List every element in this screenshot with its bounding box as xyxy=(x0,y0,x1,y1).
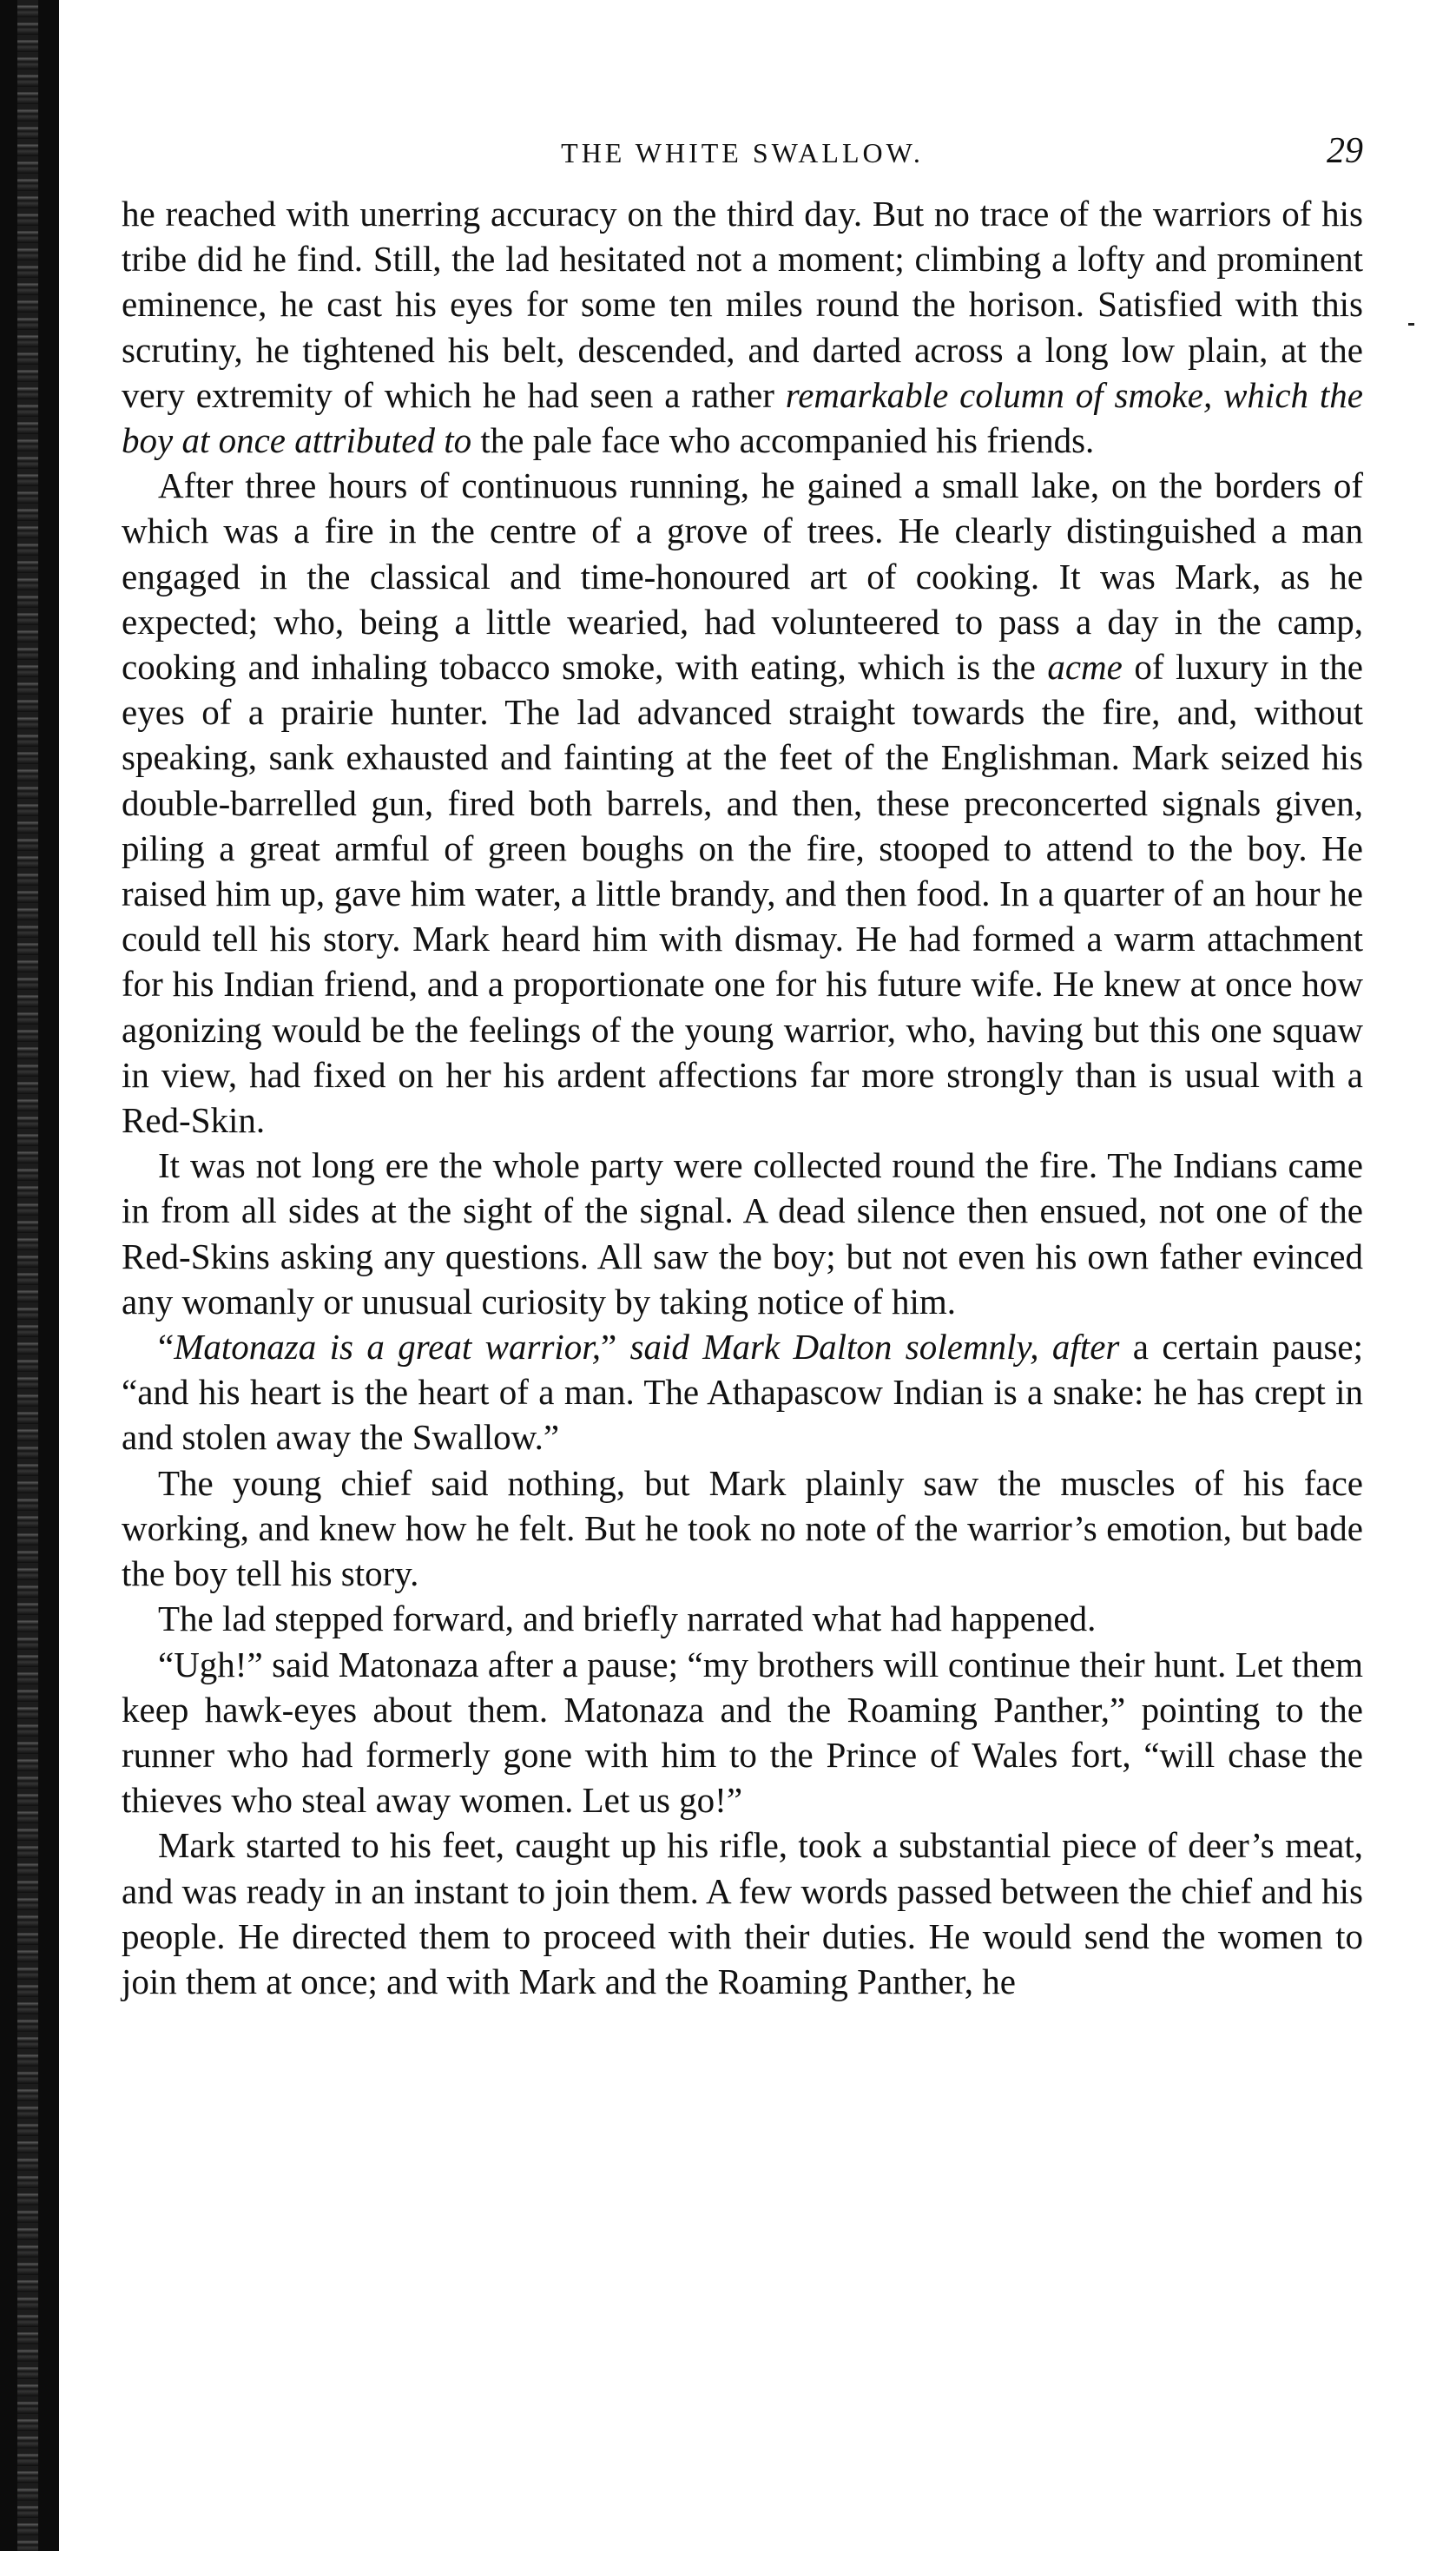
book-page xyxy=(122,130,1363,2004)
text-run: After three hours of continuous running, he gained a small lake, on the borders of which was a fire in the centre of a grove of trees. He clearly distinguished a man engaged in the classical and time-honoured art of cooking. It was Mark, as he expected; who, being a little wearied, had volunteered to pass a day in the camp, cooking and inhaling tobacco smoke, with eating, which is the xyxy=(122,465,1363,688)
paragraph xyxy=(122,1596,1363,1641)
binding-texture xyxy=(17,0,38,2551)
paragraph xyxy=(122,1823,1363,2004)
paragraph xyxy=(122,1460,1363,1597)
italic-run: acme xyxy=(1047,647,1123,688)
paragraph xyxy=(122,463,1363,1143)
italic-run: remarkable column of smoke, which the boy at once attributed to xyxy=(122,374,1363,461)
text-run: a certain pause; “and his heart is the heart of a man. The Athapascow Indian is a snake: he has crept in and stolen away the Swallow.” xyxy=(122,1327,1364,1458)
page-number: 29 xyxy=(1327,131,1363,171)
text-run: It was not long ere the whole party were collected round the fire. The Indians came in from all sides at the sight of the signal. A dead silence then ensued, not one of the Red-Skins asking any questions. All saw the boy; but not even his own father evinced any womanly or unusual curiosity by taking notice of him. xyxy=(122,1145,1363,1322)
text-run: he reached with unerring accuracy on the third day. But no trace of the warriors of his tribe did he find. Still, the lad hesitated not a moment; climbing a lofty and prominent eminence, he cast his eyes for some ten miles round the horison. Satisfied with this scrutiny, he tightened his belt, descended, and darted across a long low plain, at the very extremity of which he had seen a rather xyxy=(122,194,1363,415)
text-run: of luxury in the eyes of a prairie hunter. The lad advanced straight towards the fire, and, without speaking, sank exhausted and fainting at the feet of the Englishman. Mark seized his double-barrelled gun, fired both barrels, and then, these preconcerted signals given, piling a great armful of green boughs on the fire, stooped to attend to the boy. He raised him up, gave him water, a little brandy, and then food. In a quarter of an hour he could tell his story. Mark heard him with dismay. He had formed a warm attachment for his Indian friend, and a proportionate one for his future wife. He knew at once how agonizing would be the feelings of the young warrior, who, having but this one squaw in view, had fixed on her his ardent affections far more strongly than is usual with a Red-Skin. xyxy=(122,647,1363,1141)
paragraph xyxy=(122,1642,1363,1823)
body-text xyxy=(122,191,1363,2004)
text-run: ” xyxy=(600,1327,630,1368)
text-run: The lad stepped forward, and briefly narrated what had happened. xyxy=(158,1598,1097,1639)
text-run: “ xyxy=(158,1327,175,1368)
text-run: “Ugh!” said Matonaza after a pause; “my brothers will continue their hunt. Let them keep hawk-eyes about them. Matonaza and the Roaming Panther,” pointing to the runner who had formerly gone with him to the Prince of Wales fort, “will chase the thieves who steal away women. Let us go!” xyxy=(122,1644,1363,1821)
paragraph xyxy=(122,1324,1363,1460)
paragraph xyxy=(122,1143,1363,1324)
running-title: THE WHITE SWALLOW. xyxy=(561,137,924,168)
text-run: the pale face who accompanied his friends. xyxy=(471,420,1095,461)
paragraph xyxy=(122,191,1363,463)
stray-ink-mark xyxy=(1408,323,1414,326)
running-head xyxy=(122,130,1363,179)
text-run: Mark started to his feet, caught up his rifle, took a substantial piece of deer’s meat, and was ready in an instant to join them. A few words passed between the chief and his people. He directed them to proceed with their duties. He would send the women to join them at once; and with Mark and the Roaming Panther, he xyxy=(122,1825,1363,2001)
italic-run: Matonaza is a great warrior, xyxy=(174,1327,601,1368)
italic-run: said Mark Dalton solemnly, after xyxy=(629,1327,1120,1368)
text-run: The young chief said nothing, but Mark plainly saw the muscles of his face working, and knew how he felt. But he took no note of the warrior’s emotion, but bade the boy tell his story. xyxy=(122,1462,1363,1594)
